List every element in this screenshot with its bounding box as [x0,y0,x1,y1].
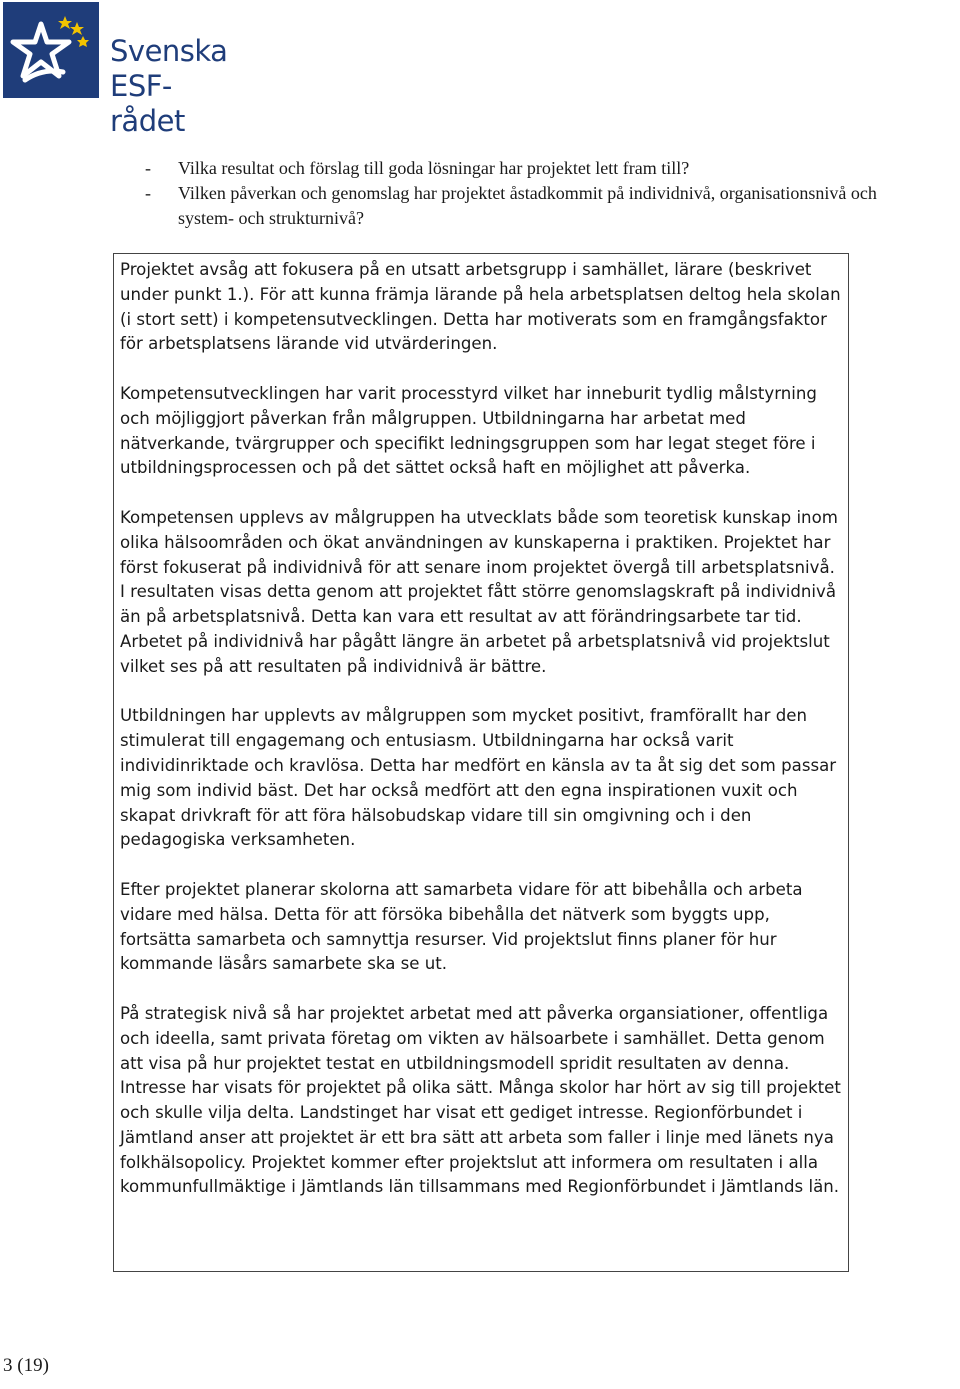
list-item-text: Vilka resultat och förslag till goda lösningar har projektet lett fram till? [178,158,690,178]
logo-emblem [3,2,99,98]
answer-box [113,253,849,1272]
answer-paragraph: Kompetensen upplevs av målgruppen ha utvecklats både som teoretisk kunskap inom olika hälsoområden och ökat användningen av kunskaperna i praktiken. Projektet har först fokuserat på individnivå för att senare inom projektet övergå till arbetsplatsnivå. I resultaten visas detta genom att projektet fått större genomslagskraft på individnivå än på arbetsplatsnivå. Detta kan vara ett resultat av att förändringsarbete tar tid. Arbetet på individnivå har pågått längre än arbetet på arbetsplatsnivå vid projektslut vilket ses på att resultaten på individnivå är bättre. [120,507,838,676]
logo-wordmark [110,34,243,139]
answer-paragraph: Projektet avsåg att fokusera på en utsatt arbetsgrupp i samhället, lärare (beskrivet under punkt 1.). För att kunna främja lärande på hela arbetsplatsen deltog hela skolan (i stort sett) i kompetensutvecklingen. Detta har motiverats som en framgångsfaktor för arbetsplatsens lärande vid utvärderingen. [120,260,841,354]
page-number: 3 (19) [3,1355,49,1376]
star-icon [3,2,99,98]
list-item [145,181,920,231]
logo-line-1: Svenska [110,34,228,68]
answer-paragraph: Kompetensutvecklingen har varit processtyrd vilket har inneburit tydlig målstyrning och möjliggjort påverkan från målgruppen. Utbildningarna har arbetat med nätverkande, tvärgrupper och specifikt ledningsgruppen som har legat steget före i utbildningsprocessen och på det sättet också haft en möjlighet att påverka. [120,383,817,478]
list-item-text: Vilken påverkan och genomslag har projektet åstadkommit på individnivå, organisationsnivå och system- och strukturnivå? [178,183,877,228]
esf-logo [3,2,243,138]
logo-line-2: ESF-rådet [110,69,185,138]
list-dash: - [145,183,151,203]
answer-paragraph: På strategisk nivå så har projektet arbetat med att påverka organsiationer, offentliga och ideella, samt privata företag om vikten av hälsoarbete i samhället. Detta genom att visa på hur projektet testat en utbildningsmodell spridit resultaten av denna. Intresse har visats för projektet på olika sätt. Många skolor har hört av sig till projektet och skulle vilja delta. Landstinget har visat ett gediget intresse. Regionförbundet i Jämtland anser att projektet är ett bra sätt att arbeta som faller i linje med länets nya folkhälsopolicy. Projektet kommer efter projektslut att informera om resultaten i alla kommunfullmäktige i Jämtlands län tillsammans med Regionförbundet i Jämtlands län. [120,1003,841,1197]
list-dash: - [145,158,151,178]
answer-paragraph: Efter projektet planerar skolorna att samarbeta vidare för att bibehålla och arbeta vidare med hälsa. Detta för att försöka bibehålla det nätverk som byggts upp, fortsätta samarbeta och samnyttja resurser. Vid projektslut finns planer för hur kommande läsårs samarbete ska se ut. [120,879,803,974]
list-item [145,156,920,181]
answer-paragraph: Utbildningen har upplevts av målgruppen som mycket positivt, framförallt har den stimulerat till engagemang och entusiasm. Utbildningarna har också varit individinriktade och kravlösa. Detta har medfört en känsla av ta åt sig det som passar mig som individ bäst. Det har också medfört att den egna inspirationen vuxit och skapat drivkraft för att föra hälsobudskap vidare till sin omgivning och i den pedagogiska verksamheten. [120,706,837,850]
question-list [145,156,920,231]
